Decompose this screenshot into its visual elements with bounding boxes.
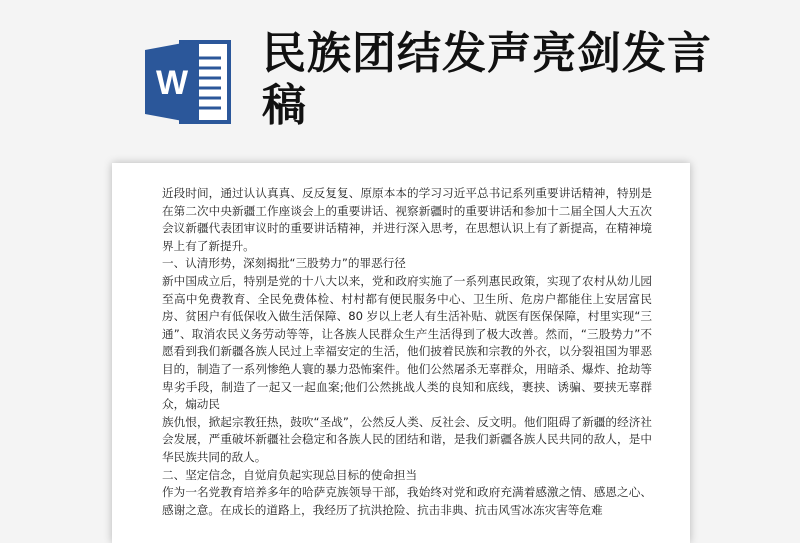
word-icon-letter: W bbox=[155, 64, 189, 102]
paragraph-intro: 近段时间，通过认认真真、反反复复、原原本本的学习习近平总书记系列重要讲话精神，特别是在第二次中央新疆工作座谈会上的重要讲话、视察新疆时的重要讲话和参加十二届全国人大五次会议新疆代表团审议时的重要讲话精神，并进行深入思考，在思想认识上有了新提高，在精神境界上有了新提升。 bbox=[162, 186, 652, 253]
paragraph-section-1-cont: 族仇恨，掀起宗教狂热，鼓吹“圣战”，公然反人类、反社会、反文明。他们阻碍了新疆的经济社会发展，严重破坏新疆社会稳定和各族人民的团结和谐，是我们新疆各族人民共同的敌人，是中华民族共同的敌人。 bbox=[162, 414, 652, 464]
section-heading-1: 一、认清形势，深刻揭批“三股势力”的罪恶行径 bbox=[162, 256, 406, 271]
word-document-icon bbox=[143, 36, 235, 128]
paragraph-section-2: 作为一名党教育培养多年的哈萨克族领导干部，我始终对党和政府充满着感激之情、感恩之心、感谢之意。在成长的道路上，我经历了抗洪抢险、抗击非典、抗击风雪冰冻灾害等危难 bbox=[162, 485, 652, 517]
paragraph-section-1: 新中国成立后，特别是党的十八大以来，党和政府实施了一系列惠民政策，实现了农村从幼儿园至高中免费教育、全民免费体检、村村都有便民服务中心、卫生所、危房户都能住上安居富民房、贫困户有低保收入做生活保障、80 岁以上老人有生活补贴、就医有医保保障，村里实现“三通”、取消农民义务劳动等等，让各族人民群众生产生活得到了极大改善。然而，“三股势力”不愿看到我们新疆各族人民过上幸福安定的生活，他们披着民族和宗教的外衣，以分裂祖国为罪恶目的，制造了一系列惨绝人寰的暴力恐怖案件。他们公然屠杀无辜群众，用暗杀、爆炸、抢劫等卑劣手段，制造了一起又一起血案;他们公然挑战人类的良知和底线，裹挟、诱骗、要挟无辜群众，煽动民 bbox=[162, 273, 652, 412]
section-heading-2: 二、坚定信念，自觉肩负起实现总目标的使命担当 bbox=[162, 467, 418, 482]
header bbox=[0, 0, 800, 160]
document-title: 民族团结发声亮剑发言稿 bbox=[262, 28, 712, 131]
document-body bbox=[162, 185, 652, 519]
document-page bbox=[112, 163, 690, 543]
